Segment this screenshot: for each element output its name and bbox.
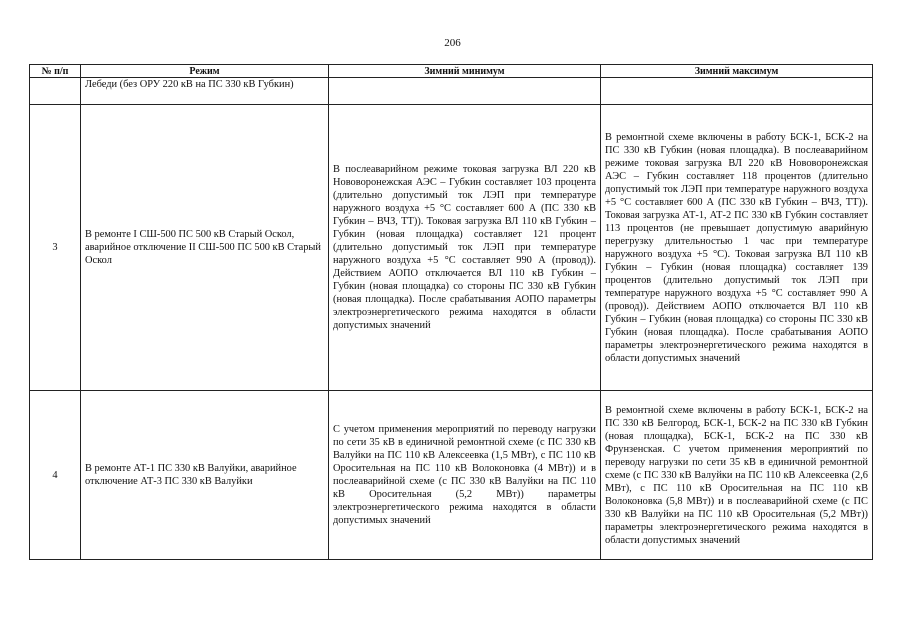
row-mode: В ремонте АТ-1 ПС 330 кВ Валуйки, аварийное отключение АТ-3 ПС 330 кВ Валуйки <box>81 391 329 560</box>
row-winter-min: С учетом применения мероприятий по переводу нагрузки по сети 35 кВ в единичной ремонтной схеме (с ПС 330 кВ Валуйки на ПС 110 кВ Алексеевка (1,5 МВт), с ПС 110 кВ Оросительная на ПС 110 кВ Волоконовка (4 МВт)) и в послеаварийной схеме (с ПС 330 кВ Валуйки на ПС 110 кВ Оросительная (5,2 МВт)) параметры электроэнергетического режима находятся в области допустимых значений <box>329 391 601 560</box>
header-mode: Режим <box>81 65 329 78</box>
header-winter-min: Зимний минимум <box>329 65 601 78</box>
page-number: 206 <box>444 37 461 49</box>
row-num <box>30 78 81 105</box>
row-winter-max: В ремонтной схеме включены в работу БСК-1, БСК-2 на ПС 330 кВ Губкин (новая площадка). В послеаварийном режиме токовая загрузка ВЛ 220 кВ Нововоронежская АЭС – Губкин составляет 118 процентов (длительно допустимый ток ЛЭП при температуре наружного воздуха +5 °С составляет 600 А (ПС 330 кВ Губкин – ВЧЗ, ТТ)). Токовая загрузка АТ-1, АТ-2 ПС 330 кВ Губкин составляет 113 процентов (не превышает допустимую аварийную перегрузку длительностью 1 час при температуре наружного воздуха +5 °С). Токовая загрузка ВЛ 110 кВ Губкин – Губкин (новая площадка) составляет 139 процентов (длительно допустимый ток ЛЭП при температуре наружного воздуха +5 °С составляет 990 А (провод)). Действием АОПО отключается ВЛ 110 кВ Губкин – Губкин (новая площадка) со стороны ПС 330 кВ Губкин (новая площадка). После срабатывания АОПО параметры электроэнергетического режима находятся в области допустимых значений <box>601 105 873 391</box>
row-winter-max <box>601 78 873 105</box>
regime-table <box>29 64 873 560</box>
row-winter-min: В послеаварийном режиме токовая загрузка ВЛ 220 кВ Нововоронежская АЭС – Губкин составляет 103 процента (длительно допустимый ток ЛЭП при температуре наружного воздуха +5 °С составляет 600 А (ПС 330 кВ Губкин – ВЧЗ, ТТ)). Токовая загрузка ВЛ 110 кВ Губкин – Губкин (новая площадка) составляет 121 процент (длительно допустимый ток ЛЭП при температуре наружного воздуха +5 °С составляет 990 А (провод)). Действием АОПО отключается ВЛ 110 кВ Губкин – Губкин (новая площадка) со стороны ПС 330 кВ Губкин (новая площадка). После срабатывания АОПО параметры электроэнергетического режима находятся в области допустимых значений <box>329 105 601 391</box>
table-row <box>30 391 873 560</box>
table-row <box>30 105 873 391</box>
table-header-row <box>30 65 873 78</box>
row-winter-min <box>329 78 601 105</box>
header-winter-max: Зимний максимум <box>601 65 873 78</box>
table-row <box>30 78 873 105</box>
row-winter-max: В ремонтной схеме включены в работу БСК-1, БСК-2 на ПС 330 кВ Белгород, БСК-1, БСК-2 на ПС 330 кВ Губкин (новая площадка), БСК-1, БСК-2 на ПС 330 кВ Фрунзенская. С учетом применения мероприятий по переводу нагрузки по сети 35 кВ в единичной ремонтной схеме (с ПС 330 кВ Валуйки на ПС 110 кВ Алексеевка (2,6 МВт), с ПС 110 кВ Оросительная на ПС 110 кВ Волоконовка (5,8 МВт)) и в послеаварийной схеме (с ПС 330 кВ Валуйки на ПС 110 кВ Оросительная (5,2 МВт)) параметры электроэнергетического режима находятся в области допустимых значений <box>601 391 873 560</box>
header-num: № п/п <box>30 65 81 78</box>
row-num: 4 <box>30 391 81 560</box>
row-mode: Лебеди (без ОРУ 220 кВ на ПС 330 кВ Губкин) <box>81 78 329 105</box>
row-num: 3 <box>30 105 81 391</box>
row-mode: В ремонте I СШ-500 ПС 500 кВ Старый Оскол, аварийное отключение II СШ-500 ПС 500 кВ Старый Оскол <box>81 105 329 391</box>
